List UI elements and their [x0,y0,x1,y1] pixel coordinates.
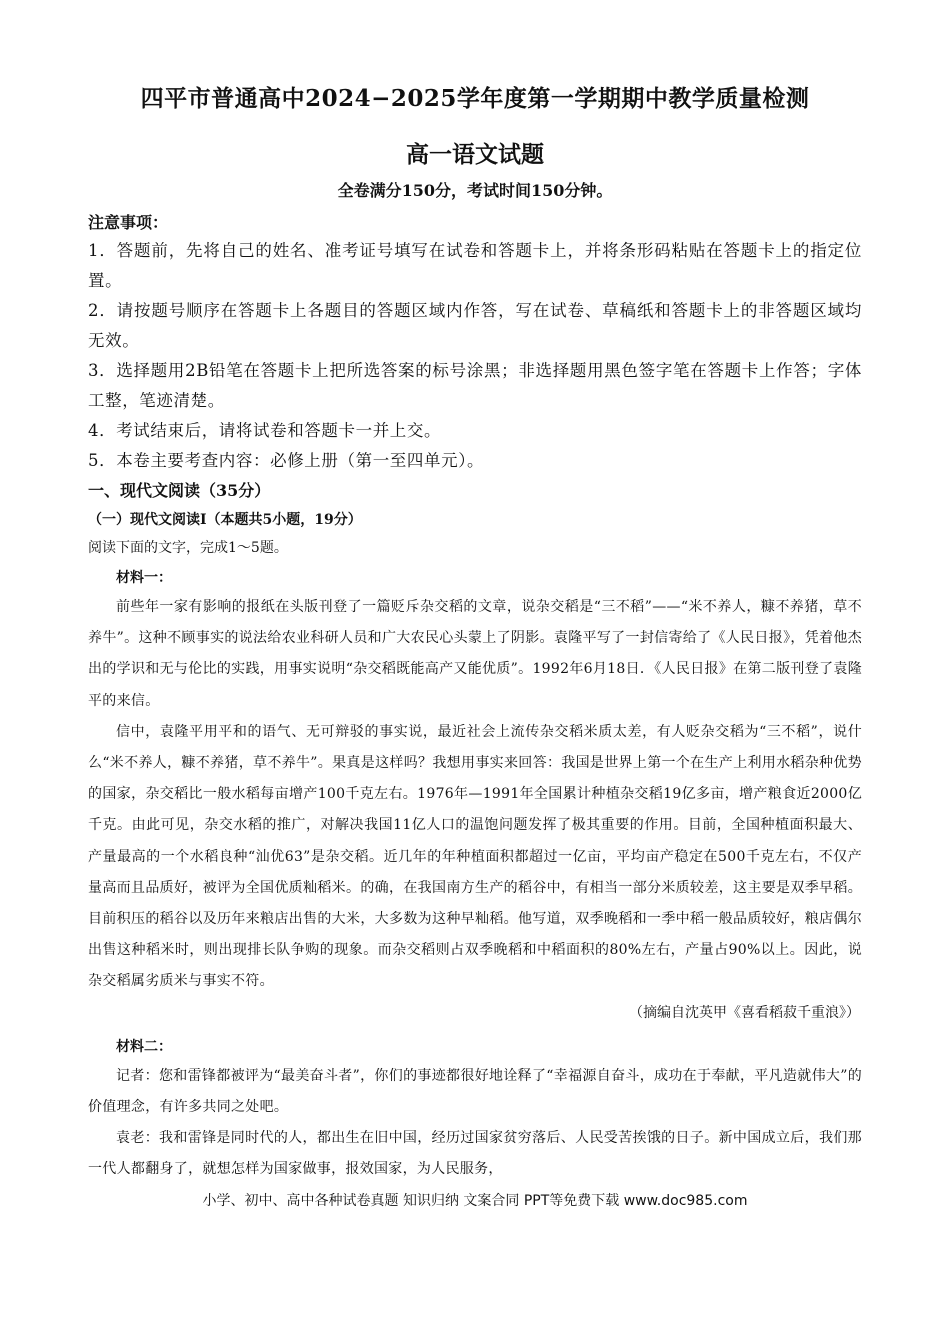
material-heading: 材料一： [116,570,172,586]
material-source: （摘编自沈英甲《喜看稻菽千重浪》） [629,1004,860,1021]
note-item: 2．请按题号顺序在答题卡上各题目的答题区域内作答，写在试卷、草稿纸和答题卡上的非答题区域均无效。 [88,301,862,350]
score-time-line: 全卷满分150分，考试时间150分钟。 [337,181,613,200]
exam-title: 四平市普通高中2024−2025学年度第一学期期中教学质量检测 [140,85,810,112]
notes-list [88,236,862,476]
section-heading: 一、现代文阅读（35分） [88,481,271,500]
material-heading: 材料二： [116,1038,172,1055]
material-paragraph: 记者：您和雷锋都被评为“最美奋斗者”，你们的事迹都很好地诠释了“幸福源自奋斗，成功在于奉献，平凡造就伟大”的价值理念，有许多共同之处吧。 [88,1067,862,1116]
note-item: 4．考试结束后，请将试卷和答题卡一并上交。 [88,421,442,440]
note-item: 3．选择题用2B铅笔在答题卡上把所选答案的标号涂黑；非选择题用黑色签字笔在答题卡上作答；字体工整，笔迹清楚。 [88,361,862,410]
material-paragraph: 信中，袁隆平用平和的语气、无可辩驳的事实说，最近社会上流传杂交稻米质太差，有人贬杂交稻为“三不稻”，说什么“米不养人，糠不养猪，草不养牛”。果真是这样吗？我想用事实来回答：我国是世界上第一个在生产上利用水稻杂种优势的国家，杂交稻比一般水稻每亩增产100千克左右。1976年—1991年全国累计种植杂交稻19亿多亩，增产粮食近2000亿千克。由此可见，杂交水稻的推广，对解决我国11亿人口的温饱问题发挥了极其重要的作用。目前，全国种植面积最大、产量最高的一个水稻良种“汕优63”是杂交稻。近几年的年种植面积都超过一亿亩，平均亩产稳定在500千克左右，不仅产量高而且品质好，被评为全国优质籼稻米。的确，在我国南方生产的稻谷中，有相当一部分米质较差，这主要是双季早稻。目前积压的稻谷以及历年来粮店出售的大米，大多数为这种早籼稻。他写道，双季晚稻和一季中稻一般品质较好，粮店偶尔出售这种稻米时，则出现排长队争购的现象。而杂交稻则占双季晚稻和中稻面积的80%左右，产量占90%以上。因此，说杂交稻属劣质米与事实不符。 [88,723,862,990]
material-paragraph: 袁老：我和雷锋是同时代的人，都出生在旧中国，经历过国家贫穷落后、人民受苦挨饿的日子。新中国成立后，我们那一代人都翻身了，就想怎样为国家做事，报效国家，为人民服务， [88,1130,862,1178]
subsection-heading: （一）现代文阅读Ⅰ（本题共5小题，19分） [88,512,362,528]
notes-heading: 注意事项： [88,213,169,232]
page-footer: 小学、初中、高中各种试卷真题 知识归纳 文案合同 PPT等免费下载 www.doc985.com [202,1193,748,1209]
reading-instruction: 阅读下面的文字，完成1～5题。 [88,540,288,556]
exam-subtitle: 高一语文试题 [406,141,544,168]
note-item: 5．本卷主要考查内容：必修上册（第一至四单元）。 [88,451,485,470]
note-item: 1．答题前，先将自己的姓名、准考证号填写在试卷和答题卡上，并将条形码粘贴在答题卡上的指定位置。 [88,241,862,290]
material-paragraph: 前些年一家有影响的报纸在头版刊登了一篇贬斥杂交稻的文章，说杂交稻是“三不稻”——“米不养人，糠不养猪，草不养牛”。这种不顾事实的说法给农业科研人员和广大农民心头蒙上了阴影。袁隆平写了一封信寄给了《人民日报》，凭着他杰出的学识和无与伦比的实践，用事实说明“杂交稻既能高产又能优质”。1992年6月18日．《人民日报》在第二版刊登了袁隆平的来信。 [88,599,862,709]
